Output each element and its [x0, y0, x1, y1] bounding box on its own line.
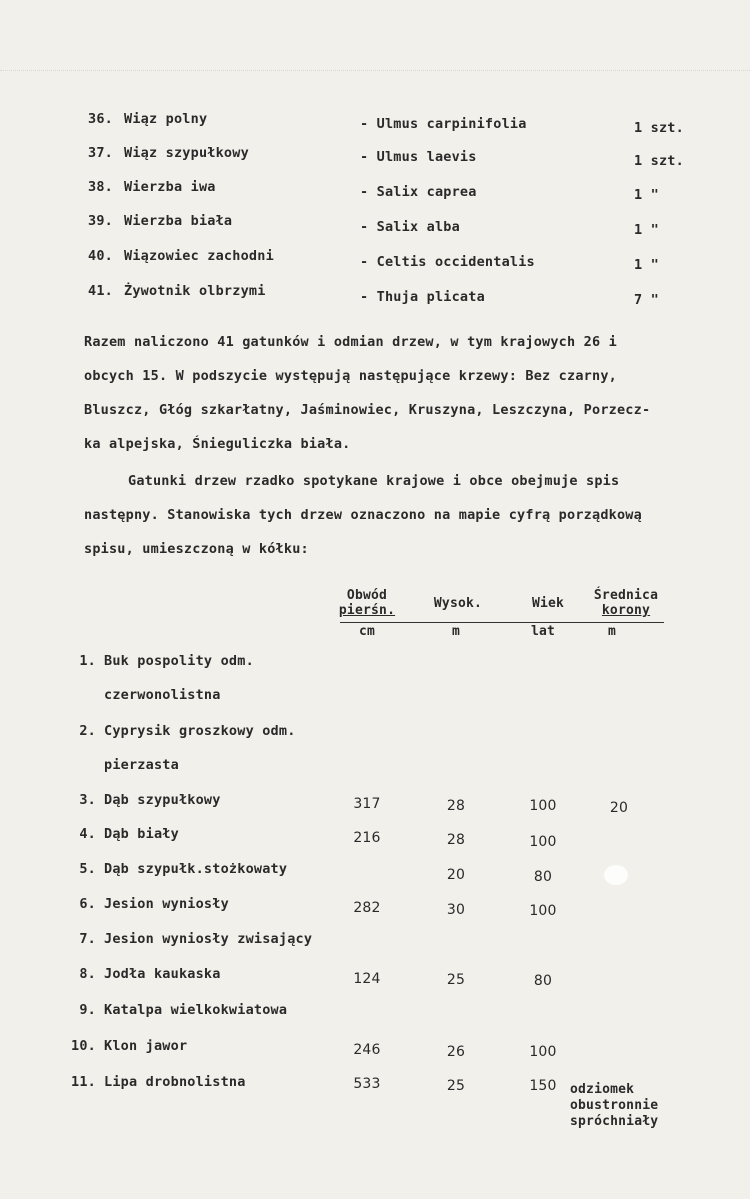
cell-wiek: 100	[529, 798, 557, 814]
unit-wysok: m	[451, 624, 461, 639]
species-row	[0, 283, 750, 308]
species-number: 38.	[88, 179, 113, 195]
paragraph-line: spisu, umieszczoną w kółku:	[84, 541, 309, 557]
species-quantity: 7 "	[634, 292, 659, 308]
unit-obwod: cm	[358, 624, 376, 639]
species-quantity: 1 "	[634, 257, 659, 273]
cell-srednica: 20	[609, 800, 629, 816]
row-number: 2.	[79, 723, 96, 739]
row-number: 6.	[79, 896, 96, 912]
header-obwod-line2: pierśn.	[338, 603, 396, 618]
remarks-note	[570, 1082, 658, 1130]
cell-obwod: 282	[353, 900, 381, 916]
row-species: Katalpa wielkokwiatowa	[104, 1002, 288, 1018]
scan-edge-line	[0, 70, 750, 71]
paragraph-line: następny. Stanowiska tych drzew oznaczono na mapie cyfrą porządkową	[84, 507, 642, 523]
header-rule	[340, 622, 664, 623]
species-number: 39.	[88, 213, 113, 229]
species-name: Wiązowiec zachodni	[124, 248, 274, 264]
header-obwod-line1: Obwód	[346, 588, 388, 603]
header-srednica	[588, 588, 664, 618]
unit-wiek: lat	[530, 624, 556, 639]
species-row	[0, 111, 750, 136]
row-number: 3.	[79, 792, 96, 808]
header-wysok: Wysok.	[433, 596, 483, 611]
species-quantity: 1 "	[634, 222, 659, 238]
species-number: 40.	[88, 248, 113, 264]
paragraph-line: Bluszcz, Głóg szkarłatny, Jaśminowiec, Kruszyna, Leszczyna, Porzecz-	[84, 402, 651, 418]
cell-obwod: 124	[353, 971, 381, 987]
row-species: Dąb biały	[104, 826, 179, 842]
cell-obwod: 246	[353, 1042, 381, 1058]
header-srednica-line1: Średnica	[593, 588, 659, 603]
species-latin-name: - Salix caprea	[360, 184, 477, 200]
row-species: Lipa drobnolistna	[104, 1074, 246, 1090]
cell-wysok: 20	[446, 867, 466, 883]
species-quantity: 1 szt.	[634, 153, 684, 169]
row-species: pierzasta	[104, 757, 179, 773]
row-species: Cyprysik groszkowy odm.	[104, 723, 296, 739]
row-number: 9.	[79, 1002, 96, 1018]
row-species: Jesion wyniosły zwisający	[104, 931, 313, 947]
species-row	[0, 179, 750, 201]
species-name: Żywotnik olbrzymi	[124, 283, 266, 299]
cell-wysok: 28	[446, 798, 466, 814]
cell-wiek: 100	[529, 1044, 557, 1060]
row-number: 8.	[79, 966, 96, 982]
species-latin-name: - Thuja plicata	[360, 289, 485, 305]
species-number: 41.	[88, 283, 113, 299]
species-latin-name: - Salix alba	[360, 219, 460, 235]
paragraph-line: Razem naliczono 41 gatunków i odmian drzew, w tym krajowych 26 i	[84, 334, 617, 350]
cell-wiek: 80	[533, 973, 553, 989]
species-latin-name: - Ulmus laevis	[360, 149, 477, 165]
cell-wiek: 100	[529, 834, 557, 850]
species-row	[0, 248, 750, 273]
row-number: 7.	[79, 931, 96, 947]
row-species: Jesion wyniosły	[104, 896, 229, 912]
note-line: obustronnie	[570, 1098, 659, 1113]
cell-wysok: 28	[446, 832, 466, 848]
row-number: 10.	[71, 1038, 96, 1054]
paper-stain	[604, 865, 628, 885]
row-species: czerwonolistna	[104, 687, 221, 703]
row-species: Dąb szypułk.stożkowaty	[104, 861, 288, 877]
row-number: 11.	[71, 1074, 96, 1090]
header-srednica-line2: korony	[601, 603, 651, 618]
cell-obwod: 216	[353, 830, 381, 846]
note-line: spróchniały	[570, 1114, 659, 1129]
cell-wiek: 150	[529, 1078, 557, 1094]
unit-srednica: m	[607, 624, 617, 639]
row-species: Jodła kaukaska	[104, 966, 221, 982]
paragraph-line: ka alpejska, Śnieguliczka biała.	[84, 436, 351, 452]
species-row	[0, 145, 750, 167]
species-number: 36.	[88, 111, 113, 127]
cell-wysok: 26	[446, 1044, 466, 1060]
species-quantity: 1 "	[634, 187, 659, 203]
row-number: 1.	[79, 653, 96, 669]
species-quantity: 1 szt.	[634, 120, 684, 136]
species-name: Wierzba biała	[124, 213, 233, 229]
paragraph-line: Gatunki drzew rzadko spotykane krajowe i obce obejmuje spis	[128, 473, 620, 489]
species-name: Wiąz szypułkowy	[124, 145, 249, 161]
species-name: Wiąz polny	[124, 111, 208, 127]
cell-obwod: 533	[353, 1076, 381, 1092]
cell-obwod: 317	[353, 796, 381, 812]
cell-wysok: 30	[446, 902, 466, 918]
paragraph-line: obcych 15. W podszycie występują następujące krzewy: Bez czarny,	[84, 368, 617, 384]
header-obwod	[338, 588, 396, 618]
row-number: 4.	[79, 826, 96, 842]
row-number: 5.	[79, 861, 96, 877]
species-latin-name: - Celtis occidentalis	[360, 254, 535, 270]
species-row	[0, 213, 750, 238]
species-number: 37.	[88, 145, 113, 161]
species-latin-name: - Ulmus carpinifolia	[360, 116, 527, 132]
header-wiek: Wiek	[531, 596, 565, 611]
row-species: Dąb szypułkowy	[104, 792, 221, 808]
row-species: Buk pospolity odm.	[104, 653, 254, 669]
cell-wiek: 80	[533, 869, 553, 885]
cell-wiek: 100	[529, 903, 557, 919]
species-name: Wierzba iwa	[124, 179, 216, 195]
note-line: odziomek	[570, 1082, 635, 1097]
cell-wysok: 25	[446, 972, 466, 988]
row-species: Klon jawor	[104, 1038, 188, 1054]
cell-wysok: 25	[446, 1078, 466, 1094]
